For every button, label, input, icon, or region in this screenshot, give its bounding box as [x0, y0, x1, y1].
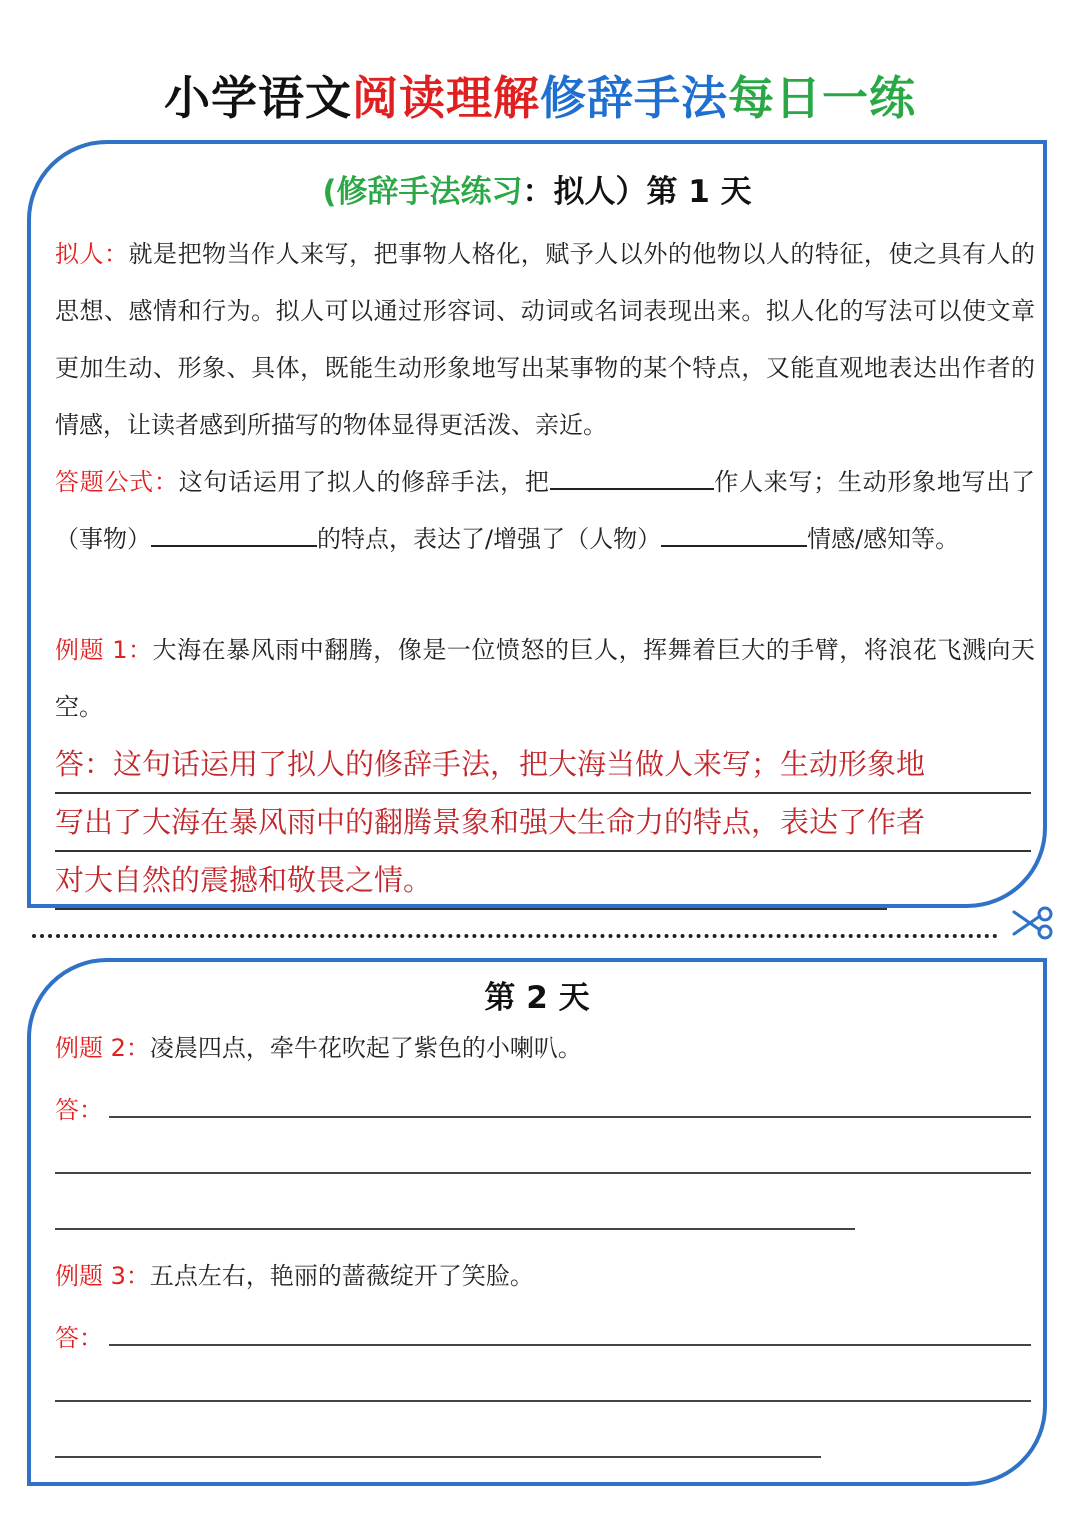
example2-answer-line-3[interactable] — [55, 1228, 855, 1230]
formula-blank-3[interactable] — [661, 515, 807, 547]
day1-heading-open: ( — [322, 174, 337, 210]
day1-heading — [31, 166, 1043, 211]
example3-answer-line-2[interactable] — [55, 1400, 1031, 1402]
example1-label: 例题 1： — [55, 636, 153, 664]
formula-blank-2[interactable] — [151, 515, 317, 547]
formula-text-1: 这句话运用了拟人的修辞手法，把 — [178, 468, 550, 496]
answer-line-1-text: 这句话运用了拟人的修辞手法，把大海当做人来写；生动形象地 — [113, 747, 926, 781]
day1-card — [27, 140, 1047, 908]
title-part-2: 阅读理解 — [352, 71, 540, 125]
formula-text-4: 情感/感知等。 — [807, 525, 960, 553]
definition-label: 拟人： — [55, 240, 129, 268]
example3-label: 例题 3： — [55, 1262, 150, 1290]
example2-label: 例题 2： — [55, 1034, 150, 1062]
formula-text-3: 的特点，表达了/增强了（人物） — [317, 525, 662, 553]
day1-heading-topic: 修辞手法练习 — [336, 174, 523, 210]
example2-text: 凌晨四点，牵牛花吹起了紫色的小喇叭。 — [149, 1034, 582, 1062]
page-title — [0, 62, 1080, 134]
day2-card — [27, 958, 1047, 1486]
example2-answer-line-2[interactable] — [55, 1172, 1031, 1174]
example1-paragraph — [55, 622, 1035, 736]
formula-label: 答题公式： — [55, 468, 179, 496]
example3-answer-line-1[interactable] — [109, 1344, 1031, 1346]
definition-text: 就是把物当作人来写，把事物人格化，赋予人以外的他物以人的特征，使之具有人的思想、感情和行为。拟人可以通过形容词、动词或名词表现出来。拟人化的写法可以使文章更加生动、形象、具体，既能生动形象地写出某事物的某个特点，又能直观地表达出作者的情感，让读者感到所描写的物体显得更活泼、亲近。 — [55, 240, 1036, 439]
example3-answer-label: 答： — [55, 1324, 103, 1352]
example3-row — [55, 1256, 534, 1291]
answer-line-2: 写出了大海在暴风雨中的翻腾景象和强大生命力的特点，表达了作者 — [55, 794, 1031, 852]
formula-paragraph — [55, 454, 1035, 568]
answer-label: 答： — [55, 747, 114, 781]
title-part-4: 每日一练 — [728, 71, 916, 125]
day1-heading-day: ：拟人）第 1 天 — [522, 174, 752, 210]
scissors-icon — [1010, 904, 1054, 944]
answer-line-3: 对大自然的震撼和敬畏之情。 — [55, 852, 887, 910]
answer-line-1 — [55, 736, 1031, 794]
formula-text-2: 作人来写；生动形象地写出了（事物） — [55, 468, 1036, 553]
title-part-3: 修辞手法 — [540, 71, 728, 125]
example3-text: 五点左右，艳丽的蔷薇绽开了笑脸。 — [149, 1262, 534, 1290]
example2-row — [55, 1028, 582, 1063]
example1-text: 大海在暴风雨中翻腾，像是一位愤怒的巨人，挥舞着巨大的手臂，将浪花飞溅向天空。 — [55, 636, 1036, 721]
example2-answer-label: 答： — [55, 1096, 103, 1124]
definition-paragraph — [55, 226, 1035, 454]
formula-blank-1[interactable] — [550, 458, 714, 490]
example1-answer — [55, 736, 1031, 910]
cut-line-divider — [32, 934, 998, 938]
example3-answer-line-3[interactable] — [55, 1456, 821, 1458]
example2-answer-line-1[interactable] — [109, 1116, 1031, 1118]
day2-heading: 第 2 天 — [484, 980, 590, 1016]
title-part-1: 小学语文 — [164, 71, 352, 125]
